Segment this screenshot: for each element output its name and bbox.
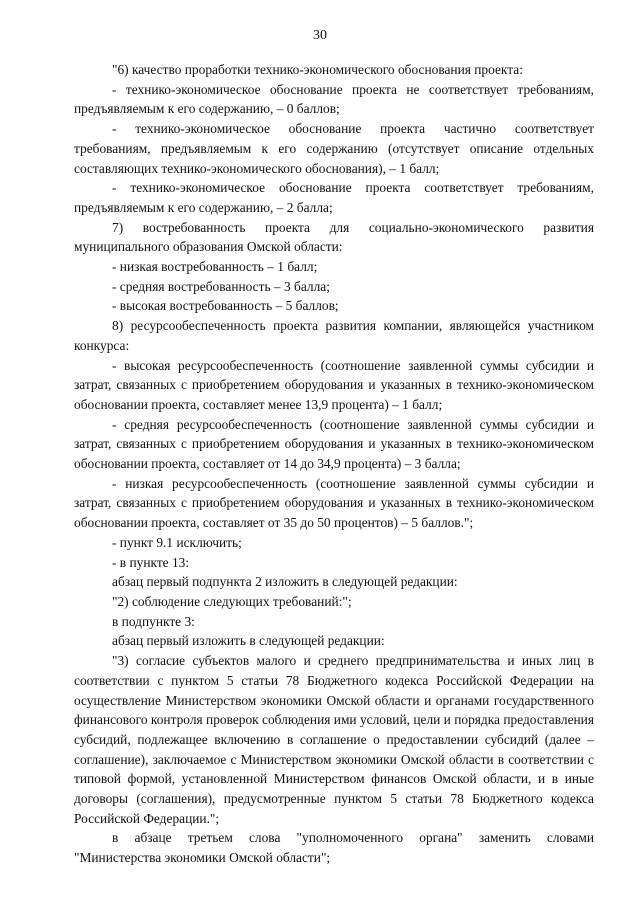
paragraph-subitem-3-instruction: абзац первый изложить в следующей редакции: (112, 633, 385, 649)
paragraph-criterion-8-low: - низкая ресурсообеспеченность (соотношение заявленной суммы субсидии и затрат, связанных с приобретением оборудования и указанных в технико-экономическом обосновании проекта, составляет от 35 до 50 процентов) – 5 баллов."; (74, 475, 594, 531)
document-body (74, 60, 594, 868)
paragraph-subitem-3-text: "3) согласие субъектов малого и среднего предпринимательства и иных лиц в соответствии с пунктом 5 статьи 78 Бюджетного кодекса Российской Федерации на осуществление Министерством экономики Омской области и органами государственного финансового контроля проверок соблюдения ими условий, цели и порядка предоставления субсидий, подлежащее включению в соглашение о предоставлении субсидий (далее – соглашение), заключаемое с Министерством экономики Омской области в соответствии с типовой формой, установленной Министерством финансов Омской области, и в иные договоры (соглашения), предусмотренные пунктом 5 статьи 78 Бюджетного кодекса Российской Федерации."; (74, 653, 594, 826)
paragraph-item-9-1: - пункт 9.1 исключить; (112, 534, 242, 550)
paragraph-item-13: - в пункте 13: (112, 554, 190, 570)
paragraph-subitem-2-instruction: абзац первый подпункта 2 изложить в следующей редакции: (112, 574, 458, 590)
paragraph-criterion-6-option-0: - технико-экономическое обоснование проекта не соответствует требованиям, предъявляемым к его содержанию, – 0 баллов; (74, 81, 594, 117)
paragraph-criterion-8: 8) ресурсообеспеченность проекта развития компании, являющейся участником конкурса: (74, 318, 594, 353)
paragraph-criterion-7-medium: - средняя востребованность – 3 балла; (112, 278, 330, 294)
paragraph-criterion-8-high: - высокая ресурсообеспеченность (соотношение заявленной суммы субсидии и затрат, связанных с приобретением оборудования и указанных в технико-экономическом обосновании проекта, составляет менее 13,9 процента) – 1 балл; (74, 357, 594, 412)
paragraph-criterion-7-low: - низкая востребованность – 1 балл; (112, 259, 318, 275)
paragraph-criterion-7-high: - высокая востребованность – 5 баллов; (112, 298, 339, 314)
paragraph-criterion-7: 7) востребованность проекта для социально-экономического развития муниципального образования Омской области: (74, 219, 594, 255)
paragraph-criterion-6-option-2: - технико-экономическое обоснование проекта соответствует требованиям, предъявляемым к его содержанию, – 2 балла; (74, 180, 594, 215)
paragraph-criterion-6: "6) качество проработки технико-экономического обоснования проекта: (112, 62, 523, 77)
paragraph-criterion-6-option-1: - технико-экономическое обоснование проекта частично соответствует требованиям, предъявляемым к его содержанию (отсутствует описание отдельных составляющих технико-экономического обоснования), – 1 балл; (74, 121, 594, 176)
page-number: 30 (313, 28, 327, 43)
paragraph-subitem-2-text: "2) соблюдение следующих требований:"; (112, 593, 352, 609)
paragraph-criterion-8-medium: - средняя ресурсообеспеченность (соотношение заявленной суммы субсидии и затрат, связанных с приобретением оборудования и указанных в технико-экономическом обосновании проекта, составляет от 14 до 34,9 процента) – 3 балла; (74, 416, 594, 472)
paragraph-subitem-3: в подпункте 3: (112, 613, 195, 629)
paragraph-third-abzac: в абзаце третьем слова "уполномоченного органа" заменить словами "Министерства экономики Омской области"; (74, 830, 594, 866)
